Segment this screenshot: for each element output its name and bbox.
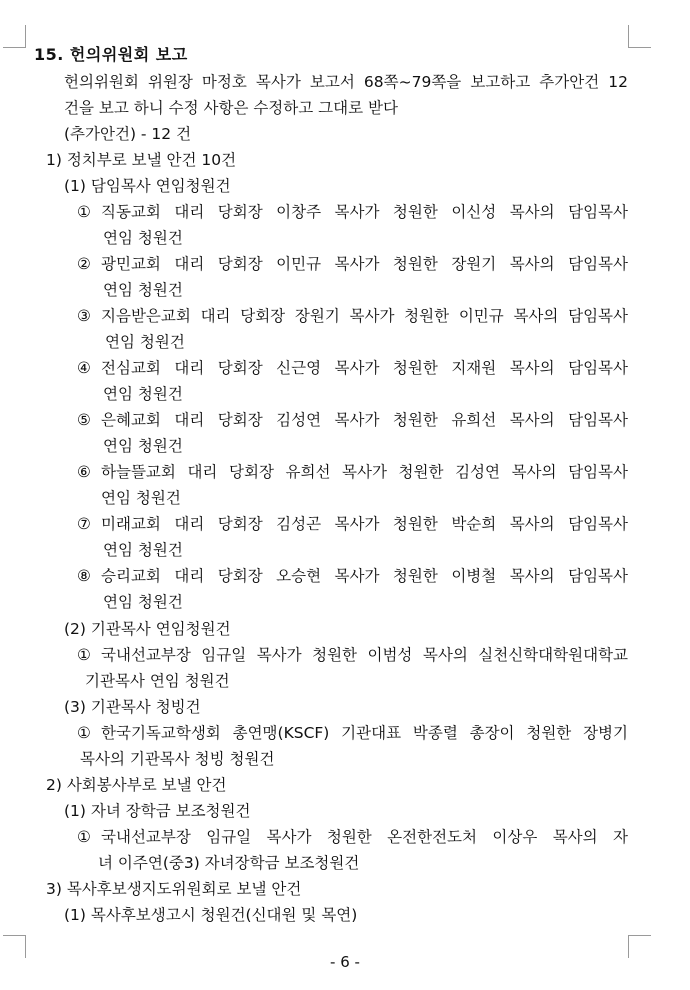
list-item-continued: 기관목사 연임 청원건 [85, 672, 230, 690]
sec1-sub1-title: (1) 담임목사 연임청원건 [64, 177, 231, 195]
sec1-sub2-title: (2) 기관목사 연임청원건 [64, 620, 231, 638]
list-item: ⑦ 미래교회 대리 당회장 김성곤 목사가 청원한 박순희 목사의 담임목사 [77, 515, 628, 533]
sec1-title: 1) 정치부로 보낼 안건 10건 [46, 151, 237, 169]
list-item-continued: 녀 이주연(중3) 자녀장학금 보조청원건 [98, 854, 360, 872]
crop-mark-top-left [3, 25, 26, 48]
list-item: ① 직동교회 대리 당회장 이창주 목사가 청원한 이신성 목사의 담임목사 [77, 203, 628, 221]
item-number: ⑧ [77, 567, 91, 585]
sec2-sub1-title: (1) 자녀 장학금 보조청원건 [64, 802, 251, 820]
list-item-continued: 연임 청원건 [103, 385, 183, 403]
crop-mark-top-right [628, 25, 651, 48]
list-item: ④ 전심교회 대리 당회장 신근영 목사가 청원한 지재원 목사의 담임목사 [77, 359, 628, 377]
list-item-continued: 연임 청원건 [101, 489, 181, 507]
item-number: ④ [77, 359, 91, 377]
item-number: ② [77, 255, 91, 273]
list-item: ① 국내선교부장 임규일 목사가 청원한 온전한전도처 이상우 목사의 자 [77, 828, 628, 846]
item-number: ① [77, 828, 91, 846]
list-item: ① 한국기독교학생회 총연맹(KSCF) 기관대표 박종렬 총장이 청원한 장병기 [77, 724, 628, 742]
item-number: ⑦ [77, 515, 91, 533]
list-item: ⑥ 하늘뜰교회 대리 당회장 유희선 목사가 청원한 김성연 목사의 담임목사 [77, 463, 628, 481]
item-number: ⑥ [77, 463, 91, 481]
list-item: ③ 지음받은교회 대리 당회장 장원기 목사가 청원한 이민규 목사의 담임목사 [77, 307, 628, 325]
list-item-continued: 목사의 기관목사 청빙 청원건 [80, 750, 275, 768]
list-item-continued: 연임 청원건 [103, 281, 183, 299]
intro-line-2: 건을 보고 하니 수정 사항은 수정하고 그대로 받다 [64, 99, 398, 117]
sec2-title: 2) 사회봉사부로 보낼 안건 [46, 776, 227, 794]
sec1-sub3-title: (3) 기관목사 청빙건 [64, 698, 201, 716]
page-number: - 6 - [330, 953, 360, 971]
sec3-title: 3) 목사후보생지도위원회로 보낼 안건 [46, 880, 302, 898]
item-number: ⑤ [77, 411, 91, 429]
list-item-continued: 연임 청원건 [103, 541, 183, 559]
sec3-sub1-title: (1) 목사후보생고시 청원건(신대원 및 목연) [64, 906, 358, 924]
intro-line-1: 헌의위원회 위원장 마정호 목사가 보고서 68쪽~79쪽을 보고하고 추가안건 12 [64, 73, 628, 91]
list-item-continued: 연임 청원건 [103, 229, 183, 247]
item-number: ① [77, 724, 91, 742]
list-item: ⑧ 승리교회 대리 당회장 오승현 목사가 청원한 이병철 목사의 담임목사 [77, 567, 628, 585]
list-item: ② 광민교회 대리 당회장 이민규 목사가 청원한 장원기 목사의 담임목사 [77, 255, 628, 273]
list-item: ① 국내선교부장 임규일 목사가 청원한 이범성 목사의 실천신학대학원대학교 [77, 646, 628, 664]
item-number: ① [77, 203, 91, 221]
list-item: ⑤ 은혜교회 대리 당회장 김성연 목사가 청원한 유희선 목사의 담임목사 [77, 411, 628, 429]
added-items-count: (추가안건) - 12 건 [64, 125, 192, 143]
item-number: ③ [77, 307, 91, 325]
section-heading: 15. 헌의위원회 보고 [34, 45, 188, 64]
list-item-continued: 연임 청원건 [103, 593, 183, 611]
list-item-continued: 연임 청원건 [105, 333, 185, 351]
item-number: ① [77, 646, 91, 664]
list-item-continued: 연임 청원건 [103, 437, 183, 455]
